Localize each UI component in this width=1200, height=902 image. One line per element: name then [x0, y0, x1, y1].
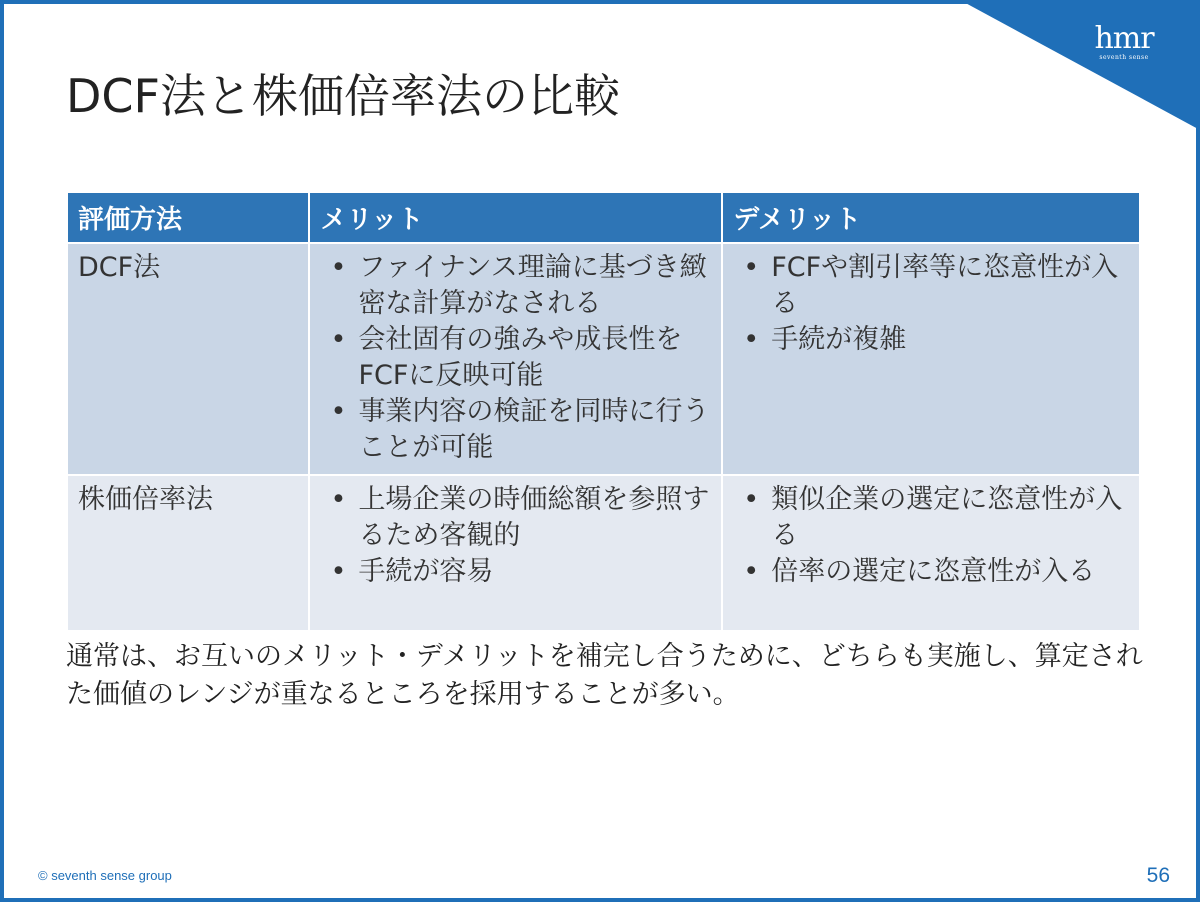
list-item: • 事業内容の検証を同時に行うことが可能 — [320, 394, 711, 466]
demerits-list — [733, 482, 1129, 590]
logo-subtitle: seventh sense — [1099, 54, 1149, 61]
merits-cell — [310, 476, 721, 630]
logo-mark: hmr — [1094, 21, 1154, 56]
header-demerits: デメリット — [723, 193, 1139, 242]
demerits-list — [733, 250, 1129, 358]
list-item: • 手続が容易 — [320, 554, 711, 590]
summary-note: 通常は、お互いのメリット・デメリットを補完し合うために、どちらも実施し、算定された価値のレンジが重なるところを採用することが多い。 — [66, 641, 1143, 710]
list-item: • 手続が複雑 — [733, 322, 1129, 358]
merits-cell — [310, 244, 721, 474]
copyright-footer: © seventh sense group — [38, 868, 172, 883]
page-number: 56 — [1146, 864, 1170, 887]
table-header-row — [68, 193, 1139, 242]
method-cell: 株価倍率法 — [68, 476, 308, 630]
list-item: • FCFや割引率等に恣意性が入る — [733, 250, 1129, 322]
method-cell: DCF法 — [68, 244, 308, 474]
list-item: • 倍率の選定に恣意性が入る — [733, 554, 1129, 590]
header-method: 評価方法 — [68, 193, 308, 242]
header-merits: メリット — [310, 193, 721, 242]
list-item: • 上場企業の時価総額を参照するため客観的 — [320, 482, 711, 554]
slide-title: DCF法と株価倍率法の比較 — [66, 69, 620, 123]
list-item: • 類似企業の選定に恣意性が入る — [733, 482, 1129, 554]
list-item: • ファイナンス理論に基づき緻密な計算がなされる — [320, 250, 711, 322]
table-row — [68, 476, 1139, 630]
list-item: • 会社固有の強みや成長性をFCFに反映可能 — [320, 322, 711, 394]
merits-list — [320, 250, 711, 466]
merits-list — [320, 482, 711, 590]
comparison-table — [66, 191, 1141, 632]
demerits-cell — [723, 476, 1139, 630]
company-logo — [1094, 21, 1154, 62]
table-row — [68, 244, 1139, 474]
corner-decoration — [960, 0, 1200, 130]
demerits-cell — [723, 244, 1139, 474]
